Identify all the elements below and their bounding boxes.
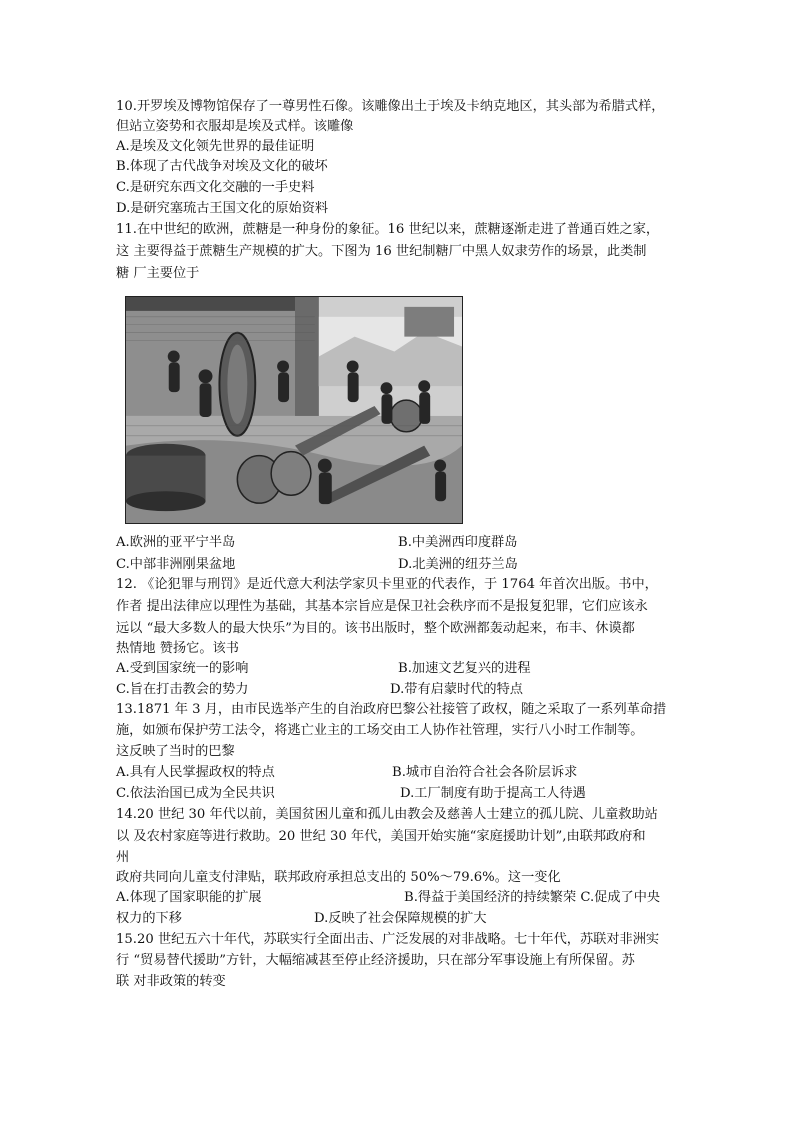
q13-option-b: B.城市自治符合社会各阶层诉求: [392, 765, 578, 780]
q12-stem-line1: 12. 《论犯罪与刑罚》是近代意大利法学家贝卡里亚的代表作，于 1764 年首次出版。书中，: [116, 577, 658, 592]
q11-stem-line1: 11.在中世纪的欧洲，蔗糖是一种身份的象征。16 世纪以来，蔗糖逐渐走进了普通百姓之家，: [116, 222, 660, 237]
q11-option-a: A.欧洲的亚平宁半岛: [116, 535, 236, 550]
q10-option-a: A.是埃及文化领先世界的最佳证明: [116, 139, 315, 154]
q14-option-b-c: B.得益于美国经济的持续繁荣 C.促成了中央: [404, 890, 661, 905]
q11-stem-line3: 糖 厂主要位于: [116, 266, 200, 281]
q15-stem-line1: 15.20 世纪五六十年代，苏联实行全面出击、广泛发展的对非战略。七十年代，苏联对非洲实: [116, 932, 660, 947]
q13-stem-line3: 这反映了当时的巴黎: [116, 744, 235, 759]
q10-stem-line2: 但站立姿势和衣服却是埃及式样。该雕像: [116, 119, 354, 134]
q12-stem-line4: 热情地 赞扬它。该书: [116, 641, 239, 656]
engraving-illustration: [126, 297, 462, 523]
q12-stem-line2: 作者 提出法律应以理性为基础，其基本宗旨应是保卫社会秩序而不是报复犯罪，它们应该永: [116, 599, 648, 614]
q12-option-a: A.受到国家统一的影响: [116, 661, 249, 676]
q13-stem-line2: 施，如颁布保护劳工法令，将逃亡业主的工场交由工人协作社管理，实行八小时工作制等。: [116, 723, 644, 738]
q10-stem-line1: 10.开罗埃及博物馆保存了一尊男性石像。该雕像出土于埃及卡纳克地区，其头部为希腊式样，: [116, 99, 665, 114]
q13-stem-line1: 13.1871 年 3 月，由市民选举产生的自治政府巴黎公社接管了政权，随之采取了一系列革命措: [116, 702, 667, 717]
q14-option-c-tail: 权力的下移: [116, 911, 182, 926]
q11-option-d: D.北美洲的纽芬兰岛: [398, 557, 518, 572]
q12-option-b: B.加速文艺复兴的进程: [398, 661, 531, 676]
q11-option-b: B.中美洲西印度群岛: [398, 535, 518, 550]
q15-stem-line3: 联 对非政策的转变: [116, 974, 226, 989]
q10-option-d: D.是研究塞琉古王国文化的原始资料: [116, 201, 329, 216]
q13-option-a: A.具有人民掌握政权的特点: [116, 765, 275, 780]
q10-option-c: C.是研究东西文化交融的一手史料: [116, 180, 315, 195]
q14-stem-line3: 州: [116, 850, 130, 865]
q13-option-d: D.工厂制度有助于提高工人待遇: [400, 786, 586, 801]
q10-option-b: B.体现了古代战争对埃及文化的破坏: [116, 159, 328, 174]
q11-stem-line2: 这 主要得益于蔗糖生产规模的扩大。下图为 16 世纪制糖厂中黑人奴隶劳作的场景，此类制: [116, 244, 647, 259]
q14-option-d: D.反映了社会保障规模的扩大: [314, 911, 487, 926]
q14-stem-line4: 政府共同向儿童支付津贴，联邦政府承担总支出的 50%～79.6%。这一变化: [116, 870, 561, 885]
sugar-mill-engraving-image: [125, 296, 463, 524]
q15-stem-line2: 行 “贸易替代援助”方针，大幅缩减甚至停止经济援助，只在部分军事设施上有所保留。苏: [116, 953, 635, 968]
q12-stem-line3: 远以 “最大多数人的最大快乐”为目的。该书出版时，整个欧洲都轰动起来，布丰、休谟都: [116, 621, 635, 636]
q12-option-c: C.旨在打击教会的势力: [116, 682, 249, 697]
q14-stem-line1: 14.20 世纪 30 年代以前，美国贫困儿童和孤儿由教会及慈善人士建立的孤儿院、儿童救助站: [116, 807, 658, 822]
q12-option-d: D.带有启蒙时代的特点: [390, 682, 523, 697]
q14-stem-line2: 以 及农村家庭等进行救助。20 世纪 30 年代，美国开始实施“家庭援助计划”,由联邦政府和: [116, 829, 646, 844]
q13-option-c: C.依法治国已成为全民共识: [116, 786, 275, 801]
q11-option-c: C.中部非洲刚果盆地: [116, 557, 236, 572]
q14-option-a: A.体现了国家职能的扩展: [116, 890, 262, 905]
